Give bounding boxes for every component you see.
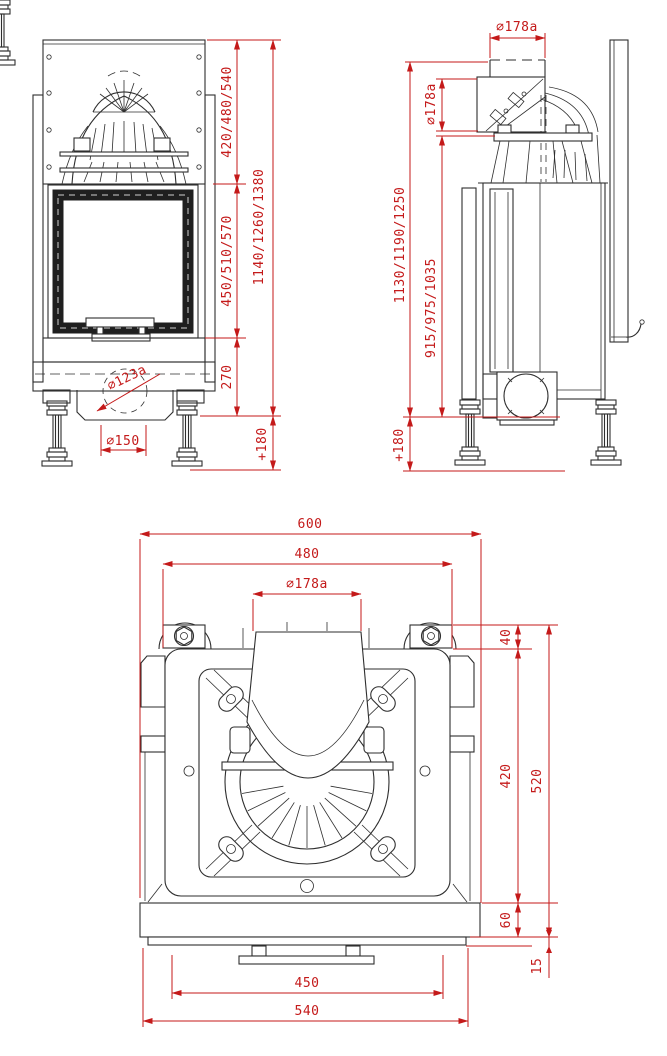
door-glass bbox=[64, 201, 182, 322]
side-body bbox=[462, 183, 608, 399]
dim-front-air-inlet: ∅150 bbox=[106, 434, 140, 449]
side-rear-panel bbox=[610, 40, 644, 342]
dim-front-upper-height: 420/480/540 bbox=[220, 66, 235, 158]
dim-top-front-lip: 15 bbox=[530, 957, 545, 975]
dim-top-inner-width: 480 bbox=[294, 547, 320, 562]
front-view bbox=[0, 0, 281, 470]
dim-side-leg-height: +180 bbox=[392, 428, 407, 462]
ring-clamp-left bbox=[230, 727, 250, 753]
dim-top-rail-outer-width: 540 bbox=[294, 1004, 320, 1019]
dome-rod-upper bbox=[60, 152, 188, 156]
dim-front-base-height: 270 bbox=[220, 364, 235, 390]
dim-front-glass-height: 450/510/570 bbox=[220, 215, 235, 307]
dim-top-body-depth: 420 bbox=[499, 763, 514, 789]
side-view bbox=[392, 20, 644, 471]
side-flue-stub bbox=[477, 60, 545, 132]
ring-clamp-right bbox=[364, 727, 384, 753]
adjustable-leg bbox=[0, 0, 15, 65]
dim-top-flue: ∅178a bbox=[286, 577, 328, 592]
door-handle-bar bbox=[86, 318, 154, 327]
dim-top-front-rail: 60 bbox=[499, 911, 514, 929]
dim-front-leg-height: +180 bbox=[255, 427, 270, 461]
dim-front-air-stub: ∅123a bbox=[105, 362, 150, 395]
dim-side-body-height: 915/975/1035 bbox=[424, 258, 439, 358]
dim-side-total-height: 1130/1190/1250 bbox=[393, 186, 408, 304]
dim-side-flue-rear: ∅178a bbox=[424, 83, 439, 125]
dim-side-flue-top: ∅178a bbox=[496, 20, 538, 35]
front-door bbox=[48, 185, 198, 341]
dim-front-total-height: 1140/1260/1380 bbox=[252, 168, 267, 286]
front-right-side-panel bbox=[205, 95, 215, 382]
dim-top-overall-depth: 520 bbox=[530, 768, 545, 794]
side-glass-strip bbox=[490, 189, 513, 372]
top-front-rail bbox=[140, 903, 480, 964]
dim-top-overall-width: 600 bbox=[297, 517, 323, 532]
dim-top-rail-inner-width: 450 bbox=[294, 976, 320, 991]
front-left-side-panel bbox=[33, 95, 43, 382]
dome-rod-lower bbox=[60, 168, 188, 172]
dome-clamp-left bbox=[74, 138, 90, 151]
side-front-strip bbox=[462, 188, 476, 399]
dome-clamp-right bbox=[154, 138, 170, 151]
dim-top-rear-offset: 40 bbox=[499, 628, 514, 646]
top-view bbox=[140, 517, 558, 1027]
